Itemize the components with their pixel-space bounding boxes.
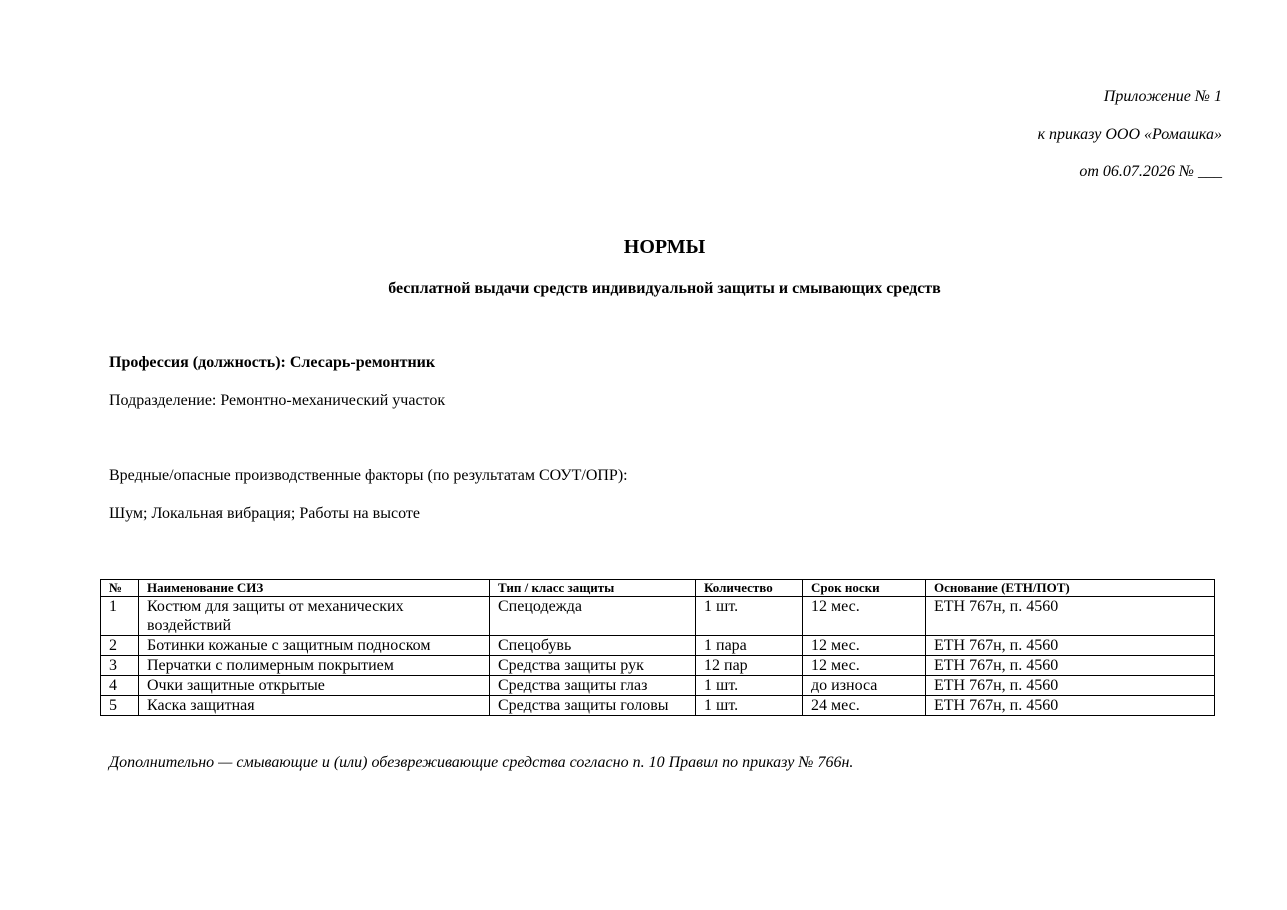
cell-type: Средства защиты головы (490, 696, 696, 716)
cell-name: Костюм для защиты от механических воздействий (139, 597, 490, 636)
cell-quantity: 12 пар (696, 656, 803, 676)
table-header-row (101, 580, 1215, 597)
cell-name: Ботинки кожаные с защитным подноском (139, 636, 490, 656)
factors-label: Вредные/опасные производственные факторы (по результатам СОУТ/ОПР): (109, 467, 628, 484)
cell-quantity: 1 шт. (696, 597, 803, 636)
document-subtitle: бесплатной выдачи средств индивидуальной защиты и смывающих средств (388, 280, 941, 297)
profession-line: Профессия (должность): Слесарь-ремонтник (109, 354, 436, 371)
ppe-table (100, 579, 1215, 716)
cell-basis: ЕТН 767н, п. 4560 (926, 696, 1215, 716)
additional-note: Дополнительно — смывающие и (или) обезвреживающие средства согласно п. 10 Правил по приказу № 766н. (109, 754, 854, 771)
cell-wear-period: 12 мес. (803, 656, 926, 676)
cell-type: Средства защиты рук (490, 656, 696, 676)
cell-basis: ЕТН 767н, п. 4560 (926, 656, 1215, 676)
cell-number: 2 (101, 636, 139, 656)
header-quantity: Количество (696, 580, 803, 597)
division-line: Подразделение: Ремонтно-механический участок (109, 392, 446, 409)
document-title: НОРМЫ (623, 236, 706, 258)
cell-name: Каска защитная (139, 696, 490, 716)
cell-type: Средства защиты глаз (490, 676, 696, 696)
header-type: Тип / класс защиты (490, 580, 696, 597)
cell-number: 5 (101, 696, 139, 716)
cell-name: Перчатки с полимерным покрытием (139, 656, 490, 676)
appendix-order: к приказу ООО «Ромашка» (1037, 125, 1222, 143)
cell-wear-period: до износа (803, 676, 926, 696)
cell-wear-period: 24 мес. (803, 696, 926, 716)
appendix-number: Приложение № 1 (1103, 88, 1222, 105)
cell-wear-period: 12 мес. (803, 597, 926, 636)
cell-number: 4 (101, 676, 139, 696)
header-number: № (101, 580, 139, 597)
table-row (101, 636, 1215, 656)
header-name: Наименование СИЗ (139, 580, 490, 597)
table-row (101, 656, 1215, 676)
factors-list: Шум; Локальная вибрация; Работы на высоте (109, 505, 420, 522)
header-basis: Основание (ЕТН/ПОТ) (926, 580, 1215, 597)
cell-name: Очки защитные открытые (139, 676, 490, 696)
cell-basis: ЕТН 767н, п. 4560 (926, 597, 1215, 636)
cell-type: Спецобувь (490, 636, 696, 656)
cell-number: 3 (101, 656, 139, 676)
cell-basis: ЕТН 767н, п. 4560 (926, 636, 1215, 656)
cell-wear-period: 12 мес. (803, 636, 926, 656)
cell-number: 1 (101, 597, 139, 636)
header-wear-period: Срок носки (803, 580, 926, 597)
appendix-block (1038, 86, 1222, 199)
cell-quantity: 1 шт. (696, 696, 803, 716)
table-row (101, 696, 1215, 716)
cell-basis: ЕТН 767н, п. 4560 (926, 676, 1215, 696)
table-row (101, 597, 1215, 636)
cell-quantity: 1 шт. (696, 676, 803, 696)
cell-type: Спецодежда (490, 597, 696, 636)
appendix-date: от 06.07.2026 № ___ (1079, 163, 1222, 180)
table-row (101, 676, 1215, 696)
cell-quantity: 1 пара (696, 636, 803, 656)
